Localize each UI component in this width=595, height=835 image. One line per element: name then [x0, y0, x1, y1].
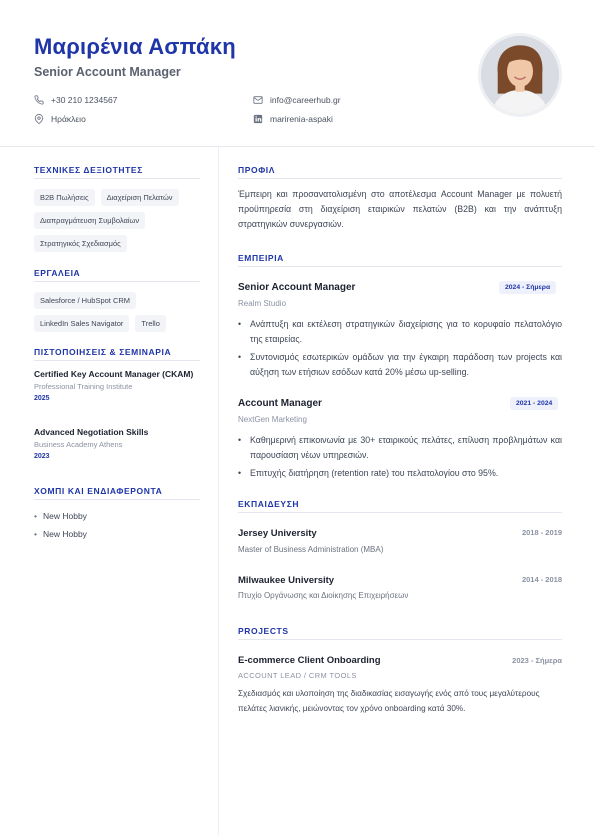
tool-chip: Salesforce / HubSpot CRM: [34, 292, 136, 309]
contact-linkedin: [253, 114, 333, 124]
tools-title: ΕΡΓΑΛΕΙΑ: [34, 268, 81, 278]
tools-divider: [34, 281, 200, 282]
cert-name: Certified Key Account Manager (CKAM): [34, 369, 194, 379]
cert-institution: Professional Training Institute: [34, 382, 133, 391]
edu-dates: 2014 - 2018: [521, 575, 562, 584]
experience-title: ΕΜΠΕΙΡΙΑ: [238, 253, 284, 263]
project-name: E-commerce Client Onboarding: [238, 655, 381, 666]
hobby-item: • New Hobby: [34, 529, 87, 539]
skill-chip: Στρατηγικός Σχεδιασμός: [34, 235, 127, 252]
profile-photo: [478, 33, 562, 117]
project-role: ACCOUNT LEAD / CRM TOOLS: [238, 671, 357, 680]
certs-title: ΠΙΣΤΟΠΟΙΗΣΕΙΣ & ΣΕΜΙΝΑΡΙΑ: [34, 347, 172, 357]
hobby-item: • New Hobby: [34, 511, 87, 521]
projects-title: PROJECTS: [238, 626, 289, 636]
candidate-role: Senior Account Manager: [34, 65, 181, 79]
tool-chip: Trello: [135, 315, 165, 332]
skill-chip: B2B Πωλήσεις: [34, 189, 95, 206]
tool-chip: LinkedIn Sales Navigator: [34, 315, 129, 332]
experience-divider: [238, 266, 562, 267]
skill-chip: Διαπραγμάτευση Συμβολαίων: [34, 212, 145, 229]
contact-phone: [34, 95, 117, 105]
job-bullet: • Συντονισμός εσωτερικών ομάδων για την έγκαιρη παράδοση των projects και αύξηση των ετήσιων εσόδων κατά 20% μέσω up-selling.: [238, 350, 562, 380]
cert-institution: Business Academy Athens: [34, 440, 123, 449]
phone-text: +30 210 1234567: [51, 95, 118, 105]
mail-icon: [253, 95, 263, 105]
job-company: Realm Studio: [238, 299, 287, 308]
column-divider: [218, 147, 219, 835]
tools-list: [34, 292, 204, 332]
email-text[interactable]: info@careerhub.gr: [270, 95, 341, 105]
edu-dates: 2018 - 2019: [521, 528, 562, 537]
edu-school: Jersey University: [238, 528, 317, 539]
candidate-name: Μαριρένια Ασπάκη: [34, 34, 236, 59]
certs-divider: [34, 360, 200, 361]
contact-location: [34, 114, 86, 124]
job-dates-badge: 2021 - 2024: [510, 397, 558, 410]
resume-header: [0, 0, 595, 147]
job-company: NextGen Marketing: [238, 415, 307, 424]
project-dates: 2023 - Σήμερα: [512, 656, 562, 665]
project-description: Σχεδιασμός και υλοποίηση της διαδικασίας εισαγωγής ενός από τους μεγαλύτερους πελάτες λιανικής, μειώνοντας τον χρόνο onboarding κατά 30%.: [238, 689, 540, 713]
job-dates-badge: 2024 - Σήμερα: [499, 281, 556, 294]
profile-title: ΠΡΟΦΙΛ: [238, 165, 276, 175]
hobbies-divider: [34, 499, 200, 500]
hobbies-title: ΧΟΜΠΙ ΚΑΙ ΕΝΔΙΑΦΕΡΟΝΤΑ: [34, 486, 163, 496]
job-bullets: [238, 433, 562, 484]
edu-degree: Master of Business Administration (MBA): [238, 545, 384, 554]
edu-degree: Πτυχίο Οργάνωσης και Διοίκησης Επιχειρήσεων: [238, 591, 409, 600]
projects-divider: [238, 639, 562, 640]
job-title: Senior Account Manager: [238, 282, 356, 293]
education-divider: [238, 512, 562, 513]
location-text: Ηράκλειο: [51, 114, 86, 124]
location-pin-icon: [34, 114, 44, 124]
linkedin-icon: [253, 114, 263, 124]
cert-year: 2023: [34, 453, 50, 460]
job-title: Account Manager: [238, 398, 322, 409]
skills-title: ΤΕΧΝΙΚΕΣ ΔΕΞΙΟΤΗΤΕΣ: [34, 165, 143, 175]
cert-year: 2025: [34, 395, 50, 402]
avatar: [481, 36, 559, 114]
job-bullets: [238, 317, 562, 383]
profile-text: Έμπειρη και προσανατολισμένη στο αποτέλεσμα Account Manager με πολυετή προϋπηρεσία στη διαχείριση εταιρικών πελατών (B2B) και την ανάπτυξη στρατηγικών συνεργασιών.: [238, 189, 562, 229]
linkedin-text[interactable]: marirenia-aspaki: [270, 114, 333, 124]
job-bullet: • Ανάπτυξη και εκτέλεση στρατηγικών διαχείρισης για το κορυφαίο πελατολόγιο της εταιρείας.: [238, 317, 562, 347]
cert-name: Advanced Negotiation Skills: [34, 427, 149, 437]
skills-divider: [34, 178, 200, 179]
profile-divider: [238, 178, 562, 179]
education-title: ΕΚΠΑΙΔΕΥΣΗ: [238, 499, 300, 509]
job-bullet: • Επιτυχής διατήρηση (retention rate) του πελατολογίου στο 95%.: [238, 466, 562, 481]
skills-list: [34, 189, 204, 252]
cert-item: [34, 369, 204, 402]
skill-chip: Διαχείριση Πελατών: [101, 189, 179, 206]
cert-item: [34, 427, 204, 460]
job-bullet: • Καθημερινή επικοινωνία με 30+ εταιρικούς πελάτες, επίλυση προβλημάτων και παρουσίαση νέων υπηρεσιών.: [238, 433, 562, 463]
contact-email: [253, 95, 341, 105]
edu-school: Milwaukee University: [238, 575, 335, 586]
phone-icon: [34, 95, 44, 105]
